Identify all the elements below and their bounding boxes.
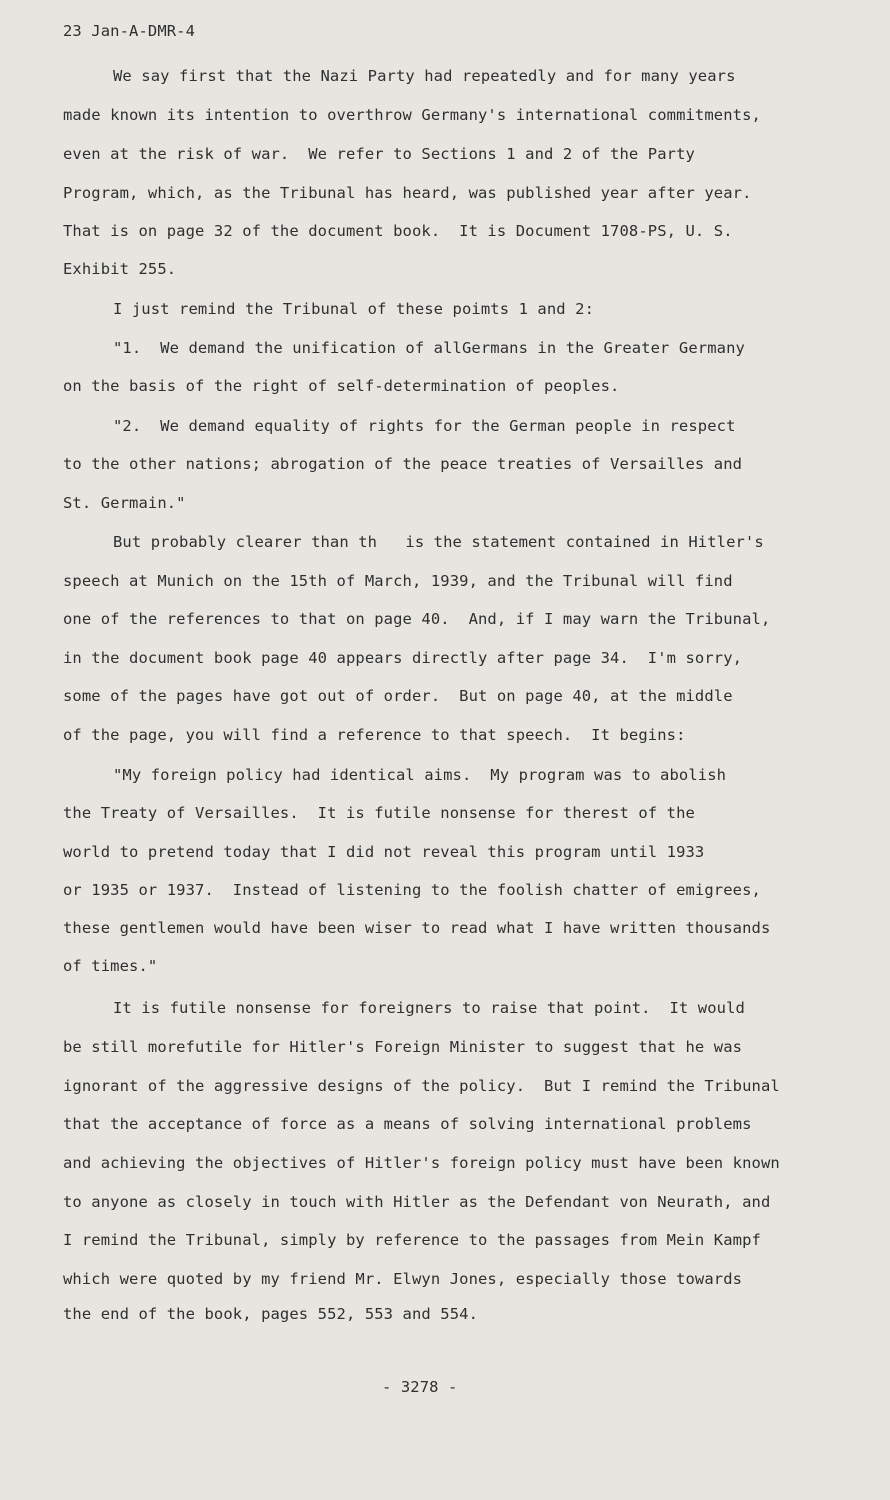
- text-line: But probably clearer than th is the statement contained in Hitler's: [113, 533, 764, 551]
- text-line: "My foreign policy had identical aims. My program was to abolish: [113, 766, 727, 784]
- text-line: and achieving the objectives of Hitler's foreign policy must have been known: [63, 1154, 780, 1172]
- text-line: Exhibit 255.: [63, 260, 177, 278]
- text-line: on the basis of the right of self-determination of peoples.: [63, 377, 620, 395]
- text-line: of times.": [63, 957, 158, 975]
- text-line: of the page, you will find a reference to that speech. It begins:: [63, 726, 686, 744]
- text-line: some of the pages have got out of order. But on page 40, at the middle: [63, 687, 733, 705]
- text-line: ignorant of the aggressive designs of the policy. But I remind the Tribunal: [63, 1077, 780, 1095]
- text-line: one of the references to that on page 40. And, if I may warn the Tribunal,: [63, 610, 771, 628]
- text-line: to the other nations; abrogation of the peace treaties of Versailles and: [63, 455, 743, 473]
- page-number: - 3278 -: [382, 1378, 458, 1396]
- text-line: which were quoted by my friend Mr. Elwyn Jones, especially those towards: [63, 1270, 743, 1288]
- text-line: world to pretend today that I did not reveal this program until 1933: [63, 843, 705, 861]
- text-line: made known its intention to overthrow Germany's international commitments,: [63, 106, 761, 124]
- text-line: speech at Munich on the 15th of March, 1939, and the Tribunal will find: [63, 572, 733, 590]
- text-line: I remind the Tribunal, simply by reference to the passages from Mein Kampf: [63, 1231, 761, 1249]
- text-line: We say first that the Nazi Party had repeatedly and for many years: [113, 67, 736, 85]
- text-line: be still morefutile for Hitler's Foreign Minister to suggest that he was: [63, 1038, 743, 1056]
- text-line: or 1935 or 1937. Instead of listening to the foolish chatter of emigrees,: [63, 881, 761, 899]
- text-line: "2. We demand equality of rights for the German people in respect: [113, 417, 736, 435]
- text-line: That is on page 32 of the document book. It is Document 1708-PS, U. S.: [63, 222, 733, 240]
- text-line: the end of the book, pages 552, 553 and 554.: [63, 1305, 478, 1323]
- text-line: in the document book page 40 appears directly after page 34. I'm sorry,: [63, 649, 743, 667]
- text-line: the Treaty of Versailles. It is futile nonsense for therest of the: [63, 804, 695, 822]
- text-line: these gentlemen would have been wiser to read what I have written thousands: [63, 919, 771, 937]
- text-line: It is futile nonsense for foreigners to raise that point. It would: [113, 999, 745, 1017]
- text-line: I just remind the Tribunal of these poimts 1 and 2:: [113, 300, 595, 318]
- text-line: Program, which, as the Tribunal has heard, was published year after year.: [63, 184, 752, 202]
- text-line: that the acceptance of force as a means of solving international problems: [63, 1115, 752, 1133]
- text-line: St. Germain.": [63, 494, 186, 512]
- text-line: to anyone as closely in touch with Hitler as the Defendant von Neurath, and: [63, 1193, 771, 1211]
- text-line: even at the risk of war. We refer to Sections 1 and 2 of the Party: [63, 145, 695, 163]
- text-line: "1. We demand the unification of allGermans in the Greater Germany: [113, 339, 745, 357]
- document-header: 23 Jan-A-DMR-4: [63, 22, 196, 40]
